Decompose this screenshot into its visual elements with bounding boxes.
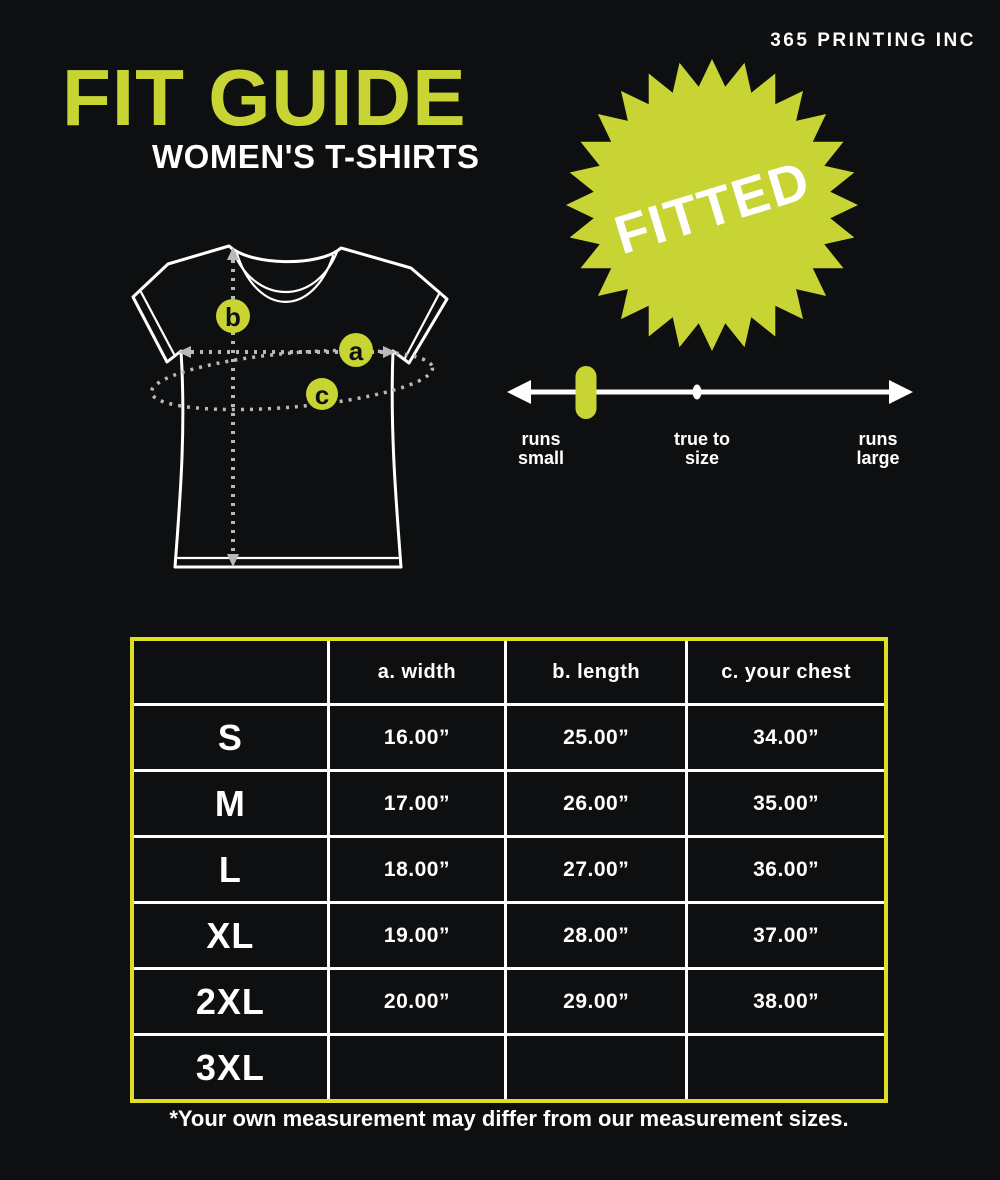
- measurement-cell: [507, 1036, 685, 1099]
- fit-scale-marker: [576, 366, 597, 419]
- scale-label-line: runs: [521, 429, 561, 449]
- scale-label-runs-large: [836, 430, 920, 468]
- measurement-cell: [330, 1036, 504, 1099]
- measurement-cell: 18.00”: [330, 838, 504, 901]
- measurement-cell: 29.00”: [507, 970, 685, 1033]
- arrow-down-icon: [227, 554, 239, 567]
- tshirt-diagram: [115, 233, 465, 583]
- measurement-marker-b: [216, 299, 250, 333]
- measurement-marker-a: [339, 333, 373, 367]
- scale-label-line: true to: [674, 429, 730, 449]
- scale-label-line: small: [517, 448, 565, 468]
- size-cell: S: [134, 706, 327, 769]
- page-title: FIT GUIDE: [62, 53, 467, 142]
- column-header-width: a. width: [330, 641, 504, 703]
- fit-scale: [503, 356, 917, 424]
- measurement-cell: 28.00”: [507, 904, 685, 967]
- scale-label-runs-small: [503, 430, 579, 468]
- measurement-cell: 20.00”: [330, 970, 504, 1033]
- measurement-cell: 16.00”: [330, 706, 504, 769]
- measurement-cell: 37.00”: [688, 904, 884, 967]
- measurement-cell: 26.00”: [507, 772, 685, 835]
- size-table: [130, 637, 888, 1103]
- sleeve-cuff-line: [405, 294, 439, 358]
- column-header-length: b. length: [507, 641, 685, 703]
- brand-name: 365 PRINTING INC: [770, 30, 976, 51]
- true-to-size-tick: [693, 385, 702, 400]
- measurement-cell: 36.00”: [688, 838, 884, 901]
- table-corner-cell: [134, 641, 327, 703]
- measurement-cell: 35.00”: [688, 772, 884, 835]
- measurement-marker-c: [306, 378, 338, 410]
- measurement-cell: 34.00”: [688, 706, 884, 769]
- measurement-cell: 38.00”: [688, 970, 884, 1033]
- footnote: *Your own measurement may differ from our measurement sizes.: [169, 1106, 849, 1131]
- marker-letter: a: [348, 336, 364, 366]
- measurement-cell: 27.00”: [507, 838, 685, 901]
- marker-letter: c: [314, 380, 330, 410]
- scale-label-line: runs: [858, 429, 898, 449]
- measurement-cell: 17.00”: [330, 772, 504, 835]
- measurement-cell: [688, 1036, 884, 1099]
- scale-label-line: large: [856, 448, 900, 468]
- page-subtitle: WOMEN'S T-SHIRTS: [152, 138, 480, 175]
- measurement-cell: 25.00”: [507, 706, 685, 769]
- size-cell: M: [134, 772, 327, 835]
- arrow-right-icon: [889, 380, 913, 404]
- badge-label: FITTED: [608, 149, 818, 266]
- marker-letter: b: [225, 302, 241, 332]
- scale-label-line: size: [684, 448, 720, 468]
- size-cell: 3XL: [134, 1036, 327, 1099]
- measurement-cell: 19.00”: [330, 904, 504, 967]
- size-cell: L: [134, 838, 327, 901]
- scale-label-true-to-size: [648, 430, 756, 468]
- column-header-chest: c. your chest: [688, 641, 884, 703]
- size-cell: 2XL: [134, 970, 327, 1033]
- arrow-left-icon: [507, 380, 531, 404]
- fitted-badge: [563, 56, 861, 354]
- size-cell: XL: [134, 904, 327, 967]
